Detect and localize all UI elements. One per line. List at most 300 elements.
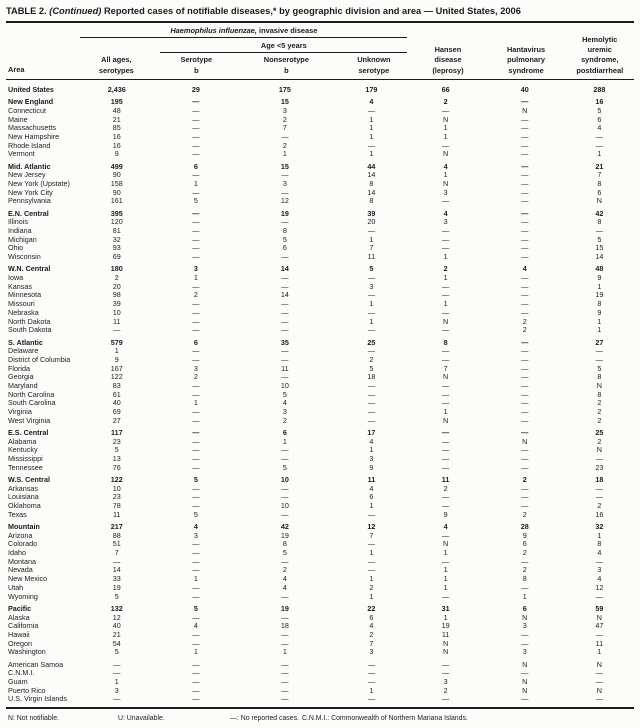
cell-serotype-b: — xyxy=(192,243,200,253)
bottom-rule xyxy=(6,707,634,709)
cell-nonserotype-b: 2 xyxy=(282,565,287,575)
table-row xyxy=(8,511,632,520)
table-row xyxy=(8,86,632,95)
area-label: Montana xyxy=(8,556,36,566)
cell-unknown-serotype: 7 xyxy=(369,243,374,253)
area-label: Kansas xyxy=(8,281,32,291)
cell-serotype-b: — xyxy=(192,149,200,159)
hib-genus-species: Haemophilus influenzae, xyxy=(170,26,257,36)
cell-unknown-serotype: 1 xyxy=(369,501,374,511)
area-label: Rhode Island xyxy=(8,140,51,150)
table-row xyxy=(8,493,632,502)
table-row xyxy=(8,107,632,116)
area-label: American Samoa xyxy=(8,659,64,669)
area-label: South Carolina xyxy=(8,398,56,408)
cell-hansen: 66 xyxy=(441,84,450,94)
cell-serotype-b: 3 xyxy=(193,264,198,274)
cell-hantavirus: — xyxy=(521,149,529,159)
table-row xyxy=(8,265,632,274)
area-label: U.S. Virgin Islands xyxy=(8,694,67,704)
cell-serotype-b: — xyxy=(192,316,200,326)
cell-unknown-serotype: 3 xyxy=(369,454,374,464)
cell-unknown-serotype: — xyxy=(367,415,375,425)
cell-all-ages: 579 xyxy=(110,337,123,347)
cell-hantavirus: — xyxy=(521,582,529,592)
cell-serotype-b: — xyxy=(192,281,200,291)
hib-subcolumns xyxy=(76,41,411,76)
cell-hansen: N xyxy=(442,372,449,382)
column-header-all-ages: All ages, serotypes xyxy=(98,55,134,75)
table-number: TABLE 2. xyxy=(6,6,50,16)
cell-hantavirus: N xyxy=(522,685,528,695)
cell-hus: 19 xyxy=(595,290,604,300)
hib-spanner-label xyxy=(80,26,407,38)
area-label: C.N.M.I. xyxy=(8,668,35,678)
cell-hansen: — xyxy=(441,389,450,399)
area-label: Wisconsin xyxy=(8,252,41,262)
table-row xyxy=(8,326,632,335)
cell-nonserotype-b: 6 xyxy=(282,427,287,437)
cell-serotype-b: — xyxy=(192,140,200,150)
cell-all-ages: 16 xyxy=(112,140,121,150)
cell-hantavirus: — xyxy=(521,638,529,648)
area-label: Missouri xyxy=(8,299,35,309)
area-label: South Dakota xyxy=(8,325,52,335)
area-label: Puerto Rico xyxy=(8,685,46,695)
cell-unknown-serotype: — xyxy=(367,290,375,300)
cell-hus: 21 xyxy=(595,161,604,171)
cell-unknown-serotype: 14 xyxy=(367,187,376,197)
cell-nonserotype-b: 4 xyxy=(282,574,287,584)
cell-all-ages: 81 xyxy=(112,226,121,236)
cell-nonserotype-b: 19 xyxy=(280,603,289,613)
cell-hantavirus: — xyxy=(521,363,529,373)
cell-hantavirus: — xyxy=(521,170,529,180)
cell-hantavirus: — xyxy=(521,407,529,417)
cell-hansen: 1 xyxy=(443,612,448,622)
cell-hantavirus: N xyxy=(522,612,528,622)
cell-hansen: — xyxy=(441,501,450,511)
cell-hus: — xyxy=(595,454,603,464)
cell-nonserotype-b: 1 xyxy=(282,149,287,159)
cell-hansen: 2 xyxy=(443,97,448,107)
cell-all-ages: 167 xyxy=(110,363,123,373)
cell-unknown-serotype: 1 xyxy=(369,132,374,142)
table-row xyxy=(8,648,632,657)
cell-serotype-b: — xyxy=(192,556,200,566)
footnote-not-notifiable: N: Not notifiable. xyxy=(8,715,59,723)
cell-all-ages: 2,436 xyxy=(107,84,126,94)
title-text: Reported cases of notifiable diseases,* by geographic division and area — United States, 2006 xyxy=(103,6,521,16)
cell-hantavirus: — xyxy=(521,629,529,639)
cell-all-ages: 40 xyxy=(112,621,121,631)
table-row xyxy=(8,236,632,245)
cell-all-ages: 69 xyxy=(112,252,121,262)
cell-hantavirus: — xyxy=(521,281,529,291)
cell-serotype-b: 3 xyxy=(193,363,198,373)
cell-unknown-serotype: 1 xyxy=(369,316,374,326)
cell-hantavirus: — xyxy=(521,208,529,218)
cell-hantavirus: — xyxy=(521,226,529,236)
area-label: Delaware xyxy=(8,346,39,356)
cell-nonserotype-b: 35 xyxy=(280,337,289,347)
table-row xyxy=(8,455,632,464)
cell-hantavirus: — xyxy=(521,415,529,425)
cell-hansen: — xyxy=(441,346,450,356)
table-row xyxy=(8,438,632,447)
table-row xyxy=(8,476,632,485)
cell-serotype-b: — xyxy=(192,638,200,648)
cell-nonserotype-b: — xyxy=(281,316,289,326)
cell-all-ages: 158 xyxy=(110,179,123,189)
cell-hansen: N xyxy=(442,179,449,189)
cell-nonserotype-b: — xyxy=(281,281,289,291)
cell-all-ages: 12 xyxy=(112,612,121,622)
table-row xyxy=(8,382,632,391)
cell-serotype-b: 5 xyxy=(193,196,198,206)
cell-hus: 4 xyxy=(597,574,602,584)
cell-unknown-serotype: 1 xyxy=(369,445,374,455)
table-row xyxy=(8,124,632,133)
cell-serotype-b: — xyxy=(192,208,200,218)
cell-unknown-serotype: 22 xyxy=(367,603,376,613)
cell-unknown-serotype: — xyxy=(367,676,375,686)
cell-serotype-b: — xyxy=(192,427,200,437)
cell-hansen: — xyxy=(441,556,450,566)
area-label: Alabama xyxy=(8,436,37,446)
cell-nonserotype-b: — xyxy=(281,217,289,227)
cell-serotype-b: — xyxy=(192,132,200,142)
cell-hus: 5 xyxy=(597,363,602,373)
cell-hus: 5 xyxy=(597,105,602,115)
cell-hantavirus: — xyxy=(521,492,529,502)
cell-hus: 42 xyxy=(595,208,604,218)
table-row xyxy=(8,687,632,696)
cell-hansen: 1 xyxy=(443,299,448,309)
cell-hus: 59 xyxy=(595,603,604,613)
cell-hansen: 1 xyxy=(443,574,448,584)
cell-hus: 7 xyxy=(597,170,602,180)
cell-unknown-serotype: — xyxy=(367,407,375,417)
cell-hantavirus: N xyxy=(522,659,528,669)
cell-nonserotype-b: 10 xyxy=(280,501,289,511)
table-row xyxy=(8,218,632,227)
cell-unknown-serotype: 12 xyxy=(367,522,376,532)
footnote-unavailable: U: Unavailable. xyxy=(118,715,165,723)
cell-hansen: 31 xyxy=(441,603,450,613)
cell-hantavirus: 1 xyxy=(522,591,527,601)
cell-hus: N xyxy=(596,196,602,206)
cell-hantavirus: 40 xyxy=(520,84,529,94)
cell-hus: 1 xyxy=(597,281,602,291)
cell-hansen: — xyxy=(441,462,450,472)
cell-hansen: N xyxy=(442,114,449,124)
table-row xyxy=(8,339,632,348)
cell-all-ages: 122 xyxy=(110,475,123,485)
table-row xyxy=(8,532,632,541)
table-row xyxy=(8,417,632,426)
age-subcolumns xyxy=(156,55,411,75)
cell-serotype-b: 4 xyxy=(193,522,198,532)
cell-all-ages: 16 xyxy=(112,132,121,142)
cell-hansen: 3 xyxy=(443,187,448,197)
cell-hantavirus: 9 xyxy=(522,530,527,540)
cell-serotype-b: — xyxy=(192,694,200,704)
cell-hantavirus: — xyxy=(521,299,529,309)
area-label: Arkansas xyxy=(8,483,38,493)
table-row xyxy=(8,291,632,300)
cell-hansen: — xyxy=(441,105,450,115)
cell-nonserotype-b: 14 xyxy=(280,264,289,274)
cell-unknown-serotype: 11 xyxy=(367,252,376,262)
cell-hansen: 2 xyxy=(443,483,448,493)
table-row xyxy=(8,197,632,206)
cell-all-ages: 2 xyxy=(114,273,119,283)
cell-all-ages: 5 xyxy=(114,647,119,657)
cell-nonserotype-b: 4 xyxy=(282,398,287,408)
cell-hansen: 1 xyxy=(443,170,448,180)
area-label: West Virginia xyxy=(8,415,51,425)
cell-nonserotype-b: 14 xyxy=(280,290,289,300)
cell-hus: 27 xyxy=(595,337,604,347)
cell-hus: 15 xyxy=(595,243,604,253)
cell-hansen: 2 xyxy=(443,264,448,274)
cell-all-ages: 10 xyxy=(112,483,121,493)
cell-nonserotype-b: — xyxy=(281,483,289,493)
cell-all-ages: 217 xyxy=(110,522,123,532)
cell-hantavirus: 2 xyxy=(522,565,527,575)
cell-all-ages: 14 xyxy=(112,565,121,575)
cell-all-ages: 132 xyxy=(110,603,123,613)
cell-serotype-b: — xyxy=(192,629,200,639)
table-row xyxy=(8,695,632,704)
cell-serotype-b: — xyxy=(192,676,200,686)
cell-all-ages: 3 xyxy=(114,685,119,695)
cell-serotype-b: — xyxy=(192,252,200,262)
cell-all-ages: 5 xyxy=(114,591,119,601)
cell-all-ages: — xyxy=(113,694,121,704)
cell-all-ages: — xyxy=(113,556,121,566)
area-label: Maryland xyxy=(8,380,38,390)
table-row xyxy=(8,244,632,253)
cell-hantavirus: — xyxy=(521,380,529,390)
cell-nonserotype-b: — xyxy=(281,354,289,364)
cell-hansen: 1 xyxy=(443,132,448,142)
cell-serotype-b: — xyxy=(192,114,200,124)
table-row xyxy=(8,622,632,631)
table-row xyxy=(8,640,632,649)
cell-nonserotype-b: 12 xyxy=(280,196,289,206)
area-label: S. Atlantic xyxy=(8,337,43,347)
table-row xyxy=(8,253,632,262)
cell-all-ages: 27 xyxy=(112,415,121,425)
cell-unknown-serotype: 8 xyxy=(369,196,374,206)
cell-nonserotype-b: 2 xyxy=(282,140,287,150)
cell-hus: 14 xyxy=(595,252,604,262)
cell-hantavirus: — xyxy=(521,140,529,150)
cell-serotype-b: 4 xyxy=(193,621,198,631)
cell-all-ages: 76 xyxy=(112,462,121,472)
cell-hus: 1 xyxy=(597,325,602,335)
area-label: North Dakota xyxy=(8,316,51,326)
table-row xyxy=(8,464,632,473)
cell-unknown-serotype: 179 xyxy=(365,84,378,94)
cell-hus: — xyxy=(595,140,603,150)
table-row xyxy=(8,347,632,356)
cell-serotype-b: 5 xyxy=(193,509,198,519)
cell-hantavirus: 2 xyxy=(522,325,527,335)
cell-unknown-serotype: 8 xyxy=(369,179,374,189)
cell-nonserotype-b: — xyxy=(281,685,289,695)
cell-hansen: 4 xyxy=(443,522,448,532)
cell-serotype-b: — xyxy=(192,325,200,335)
cell-hus: 1 xyxy=(597,316,602,326)
table-header xyxy=(6,26,634,75)
cell-serotype-b: — xyxy=(192,454,200,464)
cell-serotype-b: — xyxy=(192,462,200,472)
column-header-area xyxy=(8,65,76,76)
cell-serotype-b: — xyxy=(192,659,200,669)
footnote-no-reported-cases: —: No reported cases. xyxy=(230,715,299,723)
cell-nonserotype-b: 3 xyxy=(282,105,287,115)
cell-all-ages: 40 xyxy=(112,398,121,408)
cell-unknown-serotype: 2 xyxy=(369,582,374,592)
cell-unknown-serotype: 1 xyxy=(369,149,374,159)
cell-hansen: N xyxy=(442,415,449,425)
cell-hus: — xyxy=(595,668,603,678)
cell-unknown-serotype: — xyxy=(367,380,375,390)
cell-unknown-serotype: 4 xyxy=(369,483,374,493)
age-spanner-group xyxy=(156,41,411,76)
cell-nonserotype-b: 19 xyxy=(280,530,289,540)
cell-unknown-serotype: 2 xyxy=(369,354,374,364)
cell-hantavirus: — xyxy=(521,694,529,704)
cell-nonserotype-b: — xyxy=(281,170,289,180)
cell-nonserotype-b: 15 xyxy=(280,161,289,171)
area-label: Alaska xyxy=(8,612,30,622)
cell-nonserotype-b: 5 xyxy=(282,234,287,244)
cell-nonserotype-b: — xyxy=(281,676,289,686)
cell-unknown-serotype: 11 xyxy=(367,475,376,485)
cell-nonserotype-b: 1 xyxy=(282,647,287,657)
cell-hantavirus: — xyxy=(521,445,529,455)
cell-hantavirus: — xyxy=(521,273,529,283)
cell-hansen: — xyxy=(441,591,450,601)
cell-serotype-b: — xyxy=(192,668,200,678)
cell-unknown-serotype: 9 xyxy=(369,462,374,472)
cell-hansen: N xyxy=(442,539,449,549)
table-row xyxy=(8,171,632,180)
area-label: New Hampshire xyxy=(8,132,60,142)
cell-all-ages: 39 xyxy=(112,299,121,309)
table-row xyxy=(8,429,632,438)
area-label: E.S. Central xyxy=(8,427,49,437)
cell-hansen: — xyxy=(441,354,450,364)
cell-unknown-serotype: — xyxy=(367,398,375,408)
cell-all-ages: 78 xyxy=(112,501,121,511)
cell-nonserotype-b: 5 xyxy=(282,389,287,399)
area-label: Hawaii xyxy=(8,629,30,639)
cell-hansen: — xyxy=(441,140,450,150)
cell-hantavirus: N xyxy=(522,676,528,686)
table-row xyxy=(8,300,632,309)
cell-nonserotype-b: 2 xyxy=(282,114,287,124)
cell-unknown-serotype: — xyxy=(367,307,375,317)
cell-hansen: — xyxy=(441,281,450,291)
cell-hantavirus: — xyxy=(521,97,529,107)
cell-hus: 5 xyxy=(597,234,602,244)
cell-all-ages: 13 xyxy=(112,454,121,464)
cell-hansen: 1 xyxy=(443,565,448,575)
cell-all-ages: 395 xyxy=(110,208,123,218)
cell-hus: 2 xyxy=(597,436,602,446)
cell-hus: 18 xyxy=(595,475,604,485)
cell-nonserotype-b: — xyxy=(281,299,289,309)
cell-hus: 16 xyxy=(595,97,604,107)
cell-hantavirus: 2 xyxy=(522,509,527,519)
cell-hus: 6 xyxy=(597,187,602,197)
cell-unknown-serotype: 3 xyxy=(369,647,374,657)
cell-unknown-serotype: — xyxy=(367,556,375,566)
cell-hus: 1 xyxy=(597,149,602,159)
cell-serotype-b: — xyxy=(192,407,200,417)
table-row xyxy=(8,669,632,678)
cell-nonserotype-b: 3 xyxy=(282,179,287,189)
cell-hus: 3 xyxy=(597,565,602,575)
cell-unknown-serotype: — xyxy=(367,659,375,669)
cell-hus: 288 xyxy=(593,84,606,94)
cell-hantavirus: 2 xyxy=(522,548,527,558)
area-label: Maine xyxy=(8,114,28,124)
cell-hantavirus: — xyxy=(521,217,529,227)
cell-serotype-b: 1 xyxy=(193,273,198,283)
cell-all-ages: 54 xyxy=(112,638,121,648)
cell-serotype-b: 1 xyxy=(193,179,198,189)
area-label: Kentucky xyxy=(8,445,38,455)
cell-serotype-b: 5 xyxy=(193,603,198,613)
table-row xyxy=(8,150,632,159)
cell-hansen: — xyxy=(441,196,450,206)
table-row xyxy=(8,399,632,408)
cell-hansen: N xyxy=(442,647,449,657)
cell-serotype-b: — xyxy=(192,591,200,601)
cell-unknown-serotype: 6 xyxy=(369,492,374,502)
cell-hus: — xyxy=(595,556,603,566)
table-row xyxy=(8,566,632,575)
cell-hantavirus: — xyxy=(521,427,529,437)
cell-hus: — xyxy=(595,483,603,493)
area-label: E.N. Central xyxy=(8,208,49,218)
area-label: Minnesota xyxy=(8,290,42,300)
cell-serotype-b: — xyxy=(192,539,200,549)
cell-hus: 9 xyxy=(597,273,602,283)
cell-hantavirus: — xyxy=(521,483,529,493)
cell-hus: — xyxy=(595,492,603,502)
cell-unknown-serotype: 1 xyxy=(369,114,374,124)
table-row xyxy=(8,210,632,219)
cell-unknown-serotype: 1 xyxy=(369,591,374,601)
cell-unknown-serotype: 18 xyxy=(367,372,376,382)
area-label: California xyxy=(8,621,39,631)
cell-serotype-b: 1 xyxy=(193,398,198,408)
cell-hansen: — xyxy=(441,436,450,446)
area-label: Massachusetts xyxy=(8,123,56,133)
cell-hus: — xyxy=(595,354,603,364)
cell-unknown-serotype: — xyxy=(367,325,375,335)
area-label: Arizona xyxy=(8,530,33,540)
cell-hus: 8 xyxy=(597,539,602,549)
cell-hantavirus: — xyxy=(521,398,529,408)
